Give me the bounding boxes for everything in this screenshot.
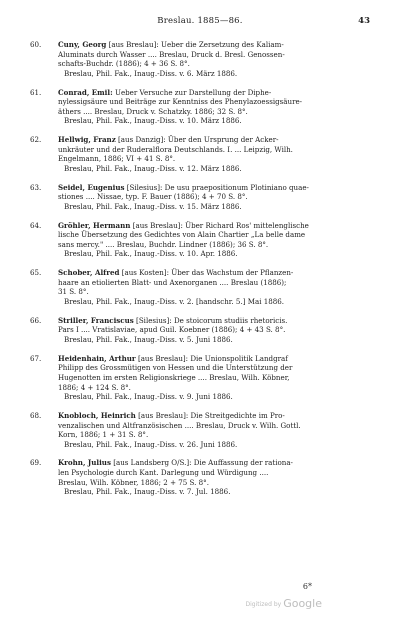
entry-number: 67. <box>30 353 42 363</box>
entry-line <box>58 430 380 440</box>
entry-text: nylessigsäure und Beiträge zur Kenntniss des Phenylazoessigsäure- <box>58 97 303 107</box>
entry-text: Engelmann, 1886; VI + 41 S. 8°. <box>58 154 176 164</box>
bibliography-entry <box>30 354 380 402</box>
entry-author: Knobloch, Heinrich <box>58 410 136 420</box>
entry-line <box>58 373 380 383</box>
entry-line <box>58 107 380 117</box>
entry-number: 68. <box>30 410 42 420</box>
entry-number: 60. <box>30 40 42 49</box>
entry-text: sans mercy." .... Breslau, Buchdr. Lindner (1886); 36 S. 8°. <box>58 239 269 249</box>
bibliography-entry <box>30 221 380 259</box>
bibliography-entry <box>30 183 380 212</box>
entry-text: [aus Breslau]: Die Streitgedichte im Pro- <box>138 410 285 420</box>
page-header <box>30 16 370 30</box>
dissertation-note: Breslau, Phil. Fak., Inaug.-Diss. v. 6. März 1886. <box>64 68 238 78</box>
entry-text: 31 S. 8°. <box>58 287 89 297</box>
entry-author: Gröhler, Hermann <box>58 220 131 230</box>
entry-line <box>58 478 380 488</box>
bibliography-entry <box>30 268 380 306</box>
dissertation-note: Breslau, Phil. Fak., Inaug.-Diss. v. 10. Apr. 1886. <box>64 249 238 259</box>
bibliography-entry <box>30 316 380 345</box>
dissertation-note: Breslau, Phil. Fak., Inaug.-Diss. v. 10. März 1886. <box>64 116 242 126</box>
entry-line <box>58 135 380 145</box>
entry-line <box>58 278 380 288</box>
bibliography-entry <box>30 458 380 496</box>
entry-text: [aus Breslau]: Über Richard Ros' mittelenglische <box>132 220 309 230</box>
entry-text: Korn, 1886; 1 + 31 S. 8°. <box>58 430 149 440</box>
digitized-watermark <box>246 597 323 610</box>
entry-line <box>58 411 380 421</box>
entry-text: haare an etiolierten Blatt- und Axenorganen .... Breslau (1886); <box>58 277 287 287</box>
entry-text: [aus Danzig]: Über den Ursprung der Acker- <box>118 135 279 145</box>
entry-text: schafts-Buchdr. (1886); 4 + 36 S. 8°. <box>58 59 190 69</box>
watermark-prefix: Digitized by <box>245 600 282 608</box>
running-title: Breslau. 1885—86. <box>157 16 243 26</box>
bibliography-entry <box>30 40 380 78</box>
entry-line <box>58 88 380 98</box>
entry-author: Conrad, Emil: <box>58 87 113 97</box>
entry-author: Schober, Alfred <box>58 268 120 278</box>
entry-text: unkräuter und der Ruderalflora Deutschlands. I. ... Leipzig, Wilh. <box>58 144 293 154</box>
watermark-brand: Google <box>283 597 322 610</box>
entry-line <box>58 240 380 250</box>
entry-text: [Silesius]: De stoicorum studiis rhetoricis. <box>136 315 288 325</box>
entry-text: [Silesius]: De usu praepositionum Plotiniano quae- <box>126 182 309 192</box>
dissertation-note: Breslau, Phil. Fak., Inaug.-Diss. v. 7. Jul. 1886. <box>64 487 231 497</box>
entry-line <box>58 316 380 326</box>
entry-line <box>58 97 380 107</box>
entry-line <box>58 145 380 155</box>
entry-number: 66. <box>30 315 42 325</box>
bibliography-entry <box>30 88 380 126</box>
entry-number: 64. <box>30 220 42 230</box>
entry-number: 69. <box>30 458 42 468</box>
signature-mark: 6* <box>302 582 312 591</box>
entry-line <box>58 363 380 373</box>
entry-line <box>58 354 380 364</box>
entry-text: Philipp des Grossmütigen von Hessen und die Unterstützung der <box>58 363 293 373</box>
entry-line <box>58 40 380 50</box>
entry-text: Aluminats durch Wasser .... Breslau, Druck d. Bresl. Genossen- <box>58 49 285 59</box>
entry-text: [aus Kosten]: Über das Wachstum der Pflanzen- <box>121 268 294 278</box>
dissertation-note: Breslau, Phil. Fak., Inaug.-Diss. v. 15. März 1886. <box>64 201 242 211</box>
entry-line <box>58 50 380 60</box>
bibliography-list <box>30 40 380 506</box>
bibliography-entry <box>30 135 380 173</box>
page-number: 43 <box>358 16 370 26</box>
entry-number: 65. <box>30 268 42 278</box>
entry-text: äthers .... Breslau, Druck v. Schatzky. 1886; 32 S. 8°. <box>58 106 248 116</box>
dissertation-note: Breslau, Phil. Fak., Inaug.-Diss. v. 5. Juni 1886. <box>64 334 233 344</box>
entry-number: 61. <box>30 87 42 97</box>
entry-line <box>58 192 380 202</box>
entry-line <box>58 183 380 193</box>
entry-author: Krohn, Julius <box>58 458 111 468</box>
entry-text: 1886; 4 + 124 S. 8°. <box>58 382 131 392</box>
entry-line <box>58 59 380 69</box>
entry-text: lische Übersetzung des Gedichtes von Alain Chartier „La belle dame <box>58 230 306 240</box>
entry-text: venzalischen und Altfranzösischen .... Breslau, Druck v. Wilh. Gottl. <box>58 420 301 430</box>
entry-author: Heidenhain, Arthur <box>58 353 136 363</box>
entry-text: Pars I .... Vratislaviae, apud Guil. Koebner (1886); 4 + 43 S. 8°. <box>58 325 286 335</box>
entry-author: Seidel, Eugenius <box>58 182 125 192</box>
entry-line <box>58 383 380 393</box>
entry-line <box>58 287 380 297</box>
dissertation-note: Breslau, Phil. Fak., Inaug.-Diss. v. 26. Juni 1886. <box>64 439 238 449</box>
entry-text: len Psychologie durch Kant. Darlegung und Würdigung .... <box>58 468 269 478</box>
entry-line <box>58 458 380 468</box>
dissertation-note: Breslau, Phil. Fak., Inaug.-Diss. v. 9. Juni 1886. <box>64 392 233 402</box>
entry-line <box>58 230 380 240</box>
entry-line <box>58 468 380 478</box>
entry-author: Striller, Franciscus <box>58 315 134 325</box>
entry-text: Hugenotten im ersten Religionskriege .... Breslau, Wilh. Köbner, <box>58 372 290 382</box>
bibliography-entry <box>30 411 380 449</box>
dissertation-note: Breslau, Phil. Fak., Inaug.-Diss. v. 12. März 1886. <box>64 163 242 173</box>
entry-line <box>58 154 380 164</box>
entry-text: [aus Breslau]: Die Unionspolitik Landgraf <box>137 353 288 363</box>
dissertation-note: Breslau, Phil. Fak., Inaug.-Diss. v. 2. [handschr. 5.] Mai 1886. <box>64 297 285 306</box>
entry-number: 63. <box>30 182 42 192</box>
entry-line <box>58 221 380 231</box>
entry-text: [aus Landsberg O/S.]: Die Auffassung der rationa- <box>113 458 293 468</box>
entry-line <box>58 268 380 278</box>
entry-text: Ueber Versuche zur Darstellung der Diphe- <box>114 87 272 97</box>
entry-text: stiones .... Nissae, typ. F. Bauer (1886); 4 + 70 S. 8°. <box>58 192 248 202</box>
entry-author: Cuny, Georg <box>58 40 107 49</box>
entry-text: Breslau, Wilh. Köbner, 1886; 2 + 75 S. 8°. <box>58 477 209 487</box>
entry-text: [aus Breslau]: Ueber die Zersetzung des Kaliam- <box>108 40 284 49</box>
entry-number: 62. <box>30 135 42 145</box>
entry-line <box>58 421 380 431</box>
entry-line <box>58 325 380 335</box>
entry-author: Hellwig, Franz <box>58 135 116 145</box>
